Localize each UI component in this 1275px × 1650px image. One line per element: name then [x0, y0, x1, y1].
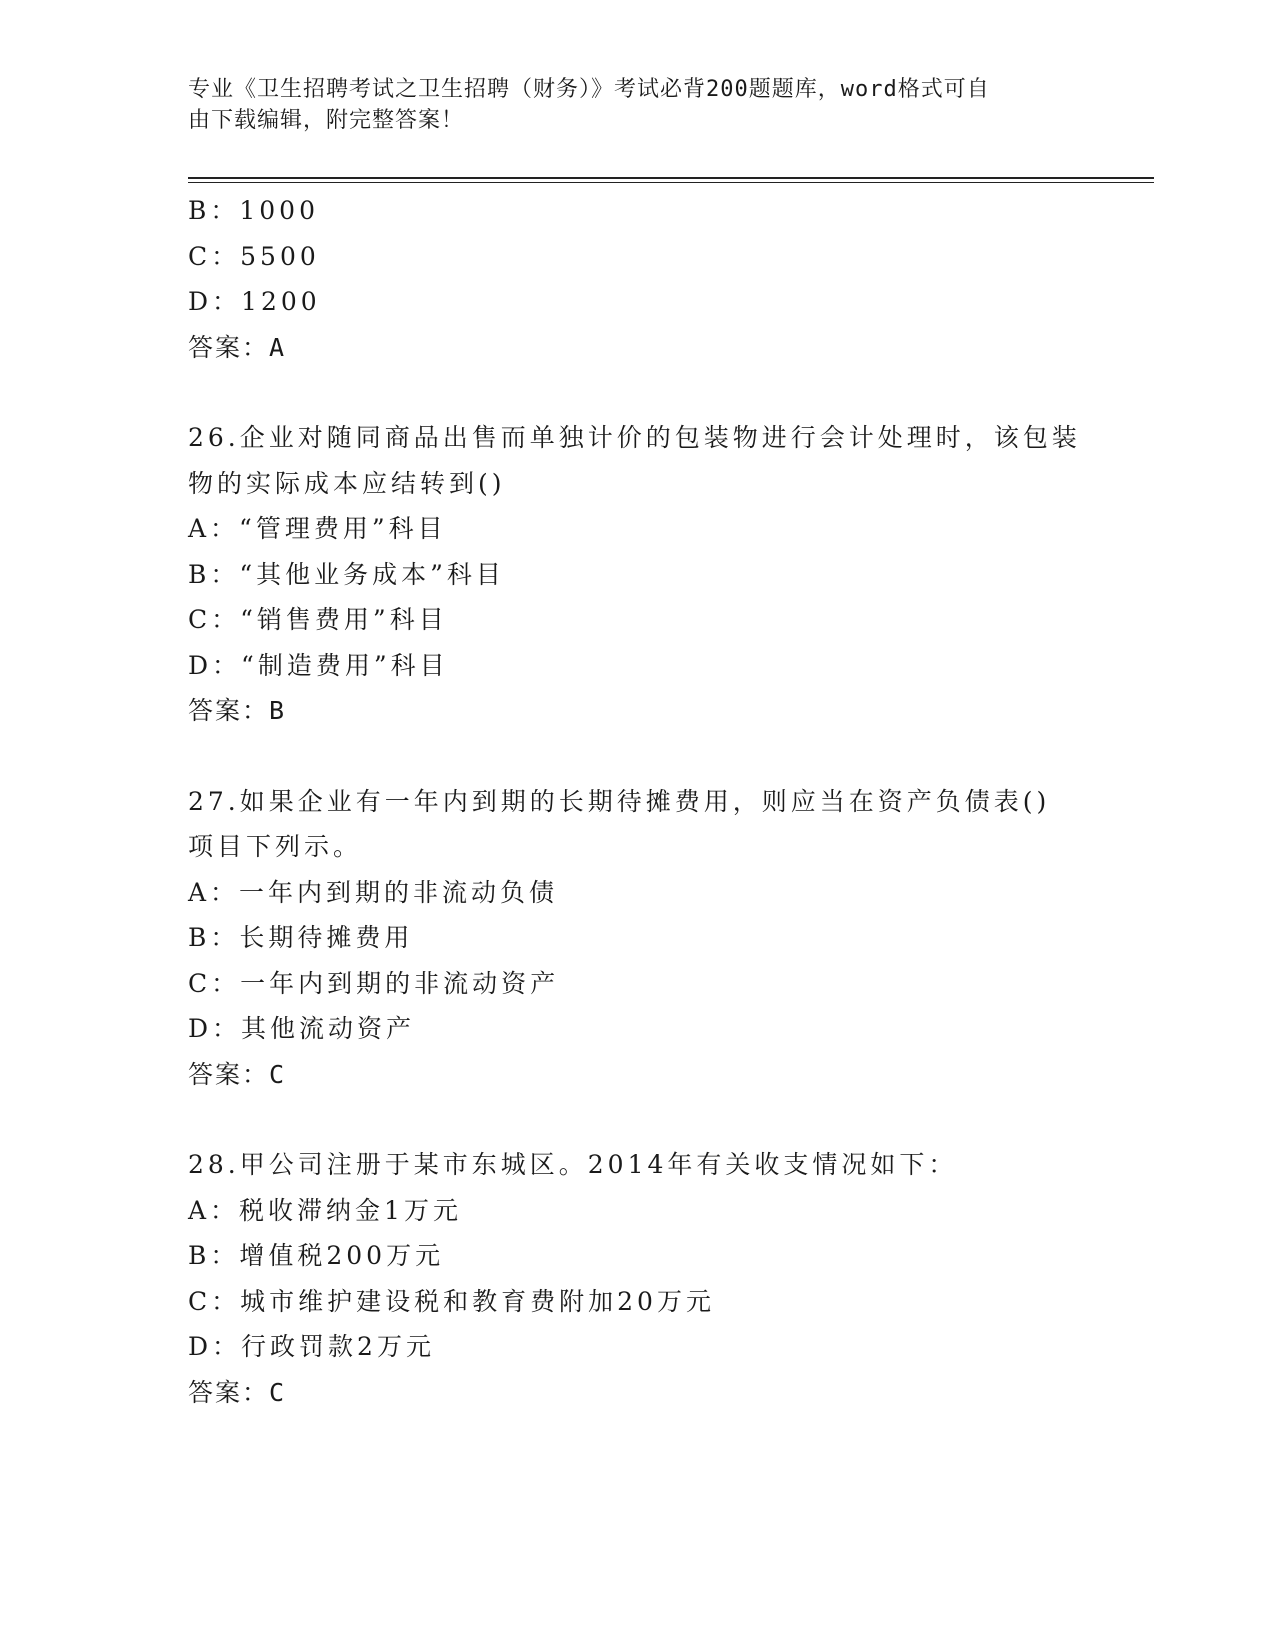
question-stem-line-1: 26.企业对随同商品出售而单独计价的包装物进行会计处理时，该包装 — [188, 423, 1081, 452]
question-stem-line-2: 物的实际成本应结转到() — [188, 468, 506, 498]
answer-line: 答案：C — [188, 1059, 287, 1089]
option-b: B：“其他业务成本”科目 — [188, 559, 505, 589]
option-b: B：增值税200万元 — [188, 1241, 445, 1270]
answer-line: 答案：A — [188, 332, 287, 362]
option-d: D：其他流动资产 — [188, 1014, 416, 1043]
option-d: D：行政罚款2万元 — [188, 1332, 435, 1361]
option-b: B：长期待摊费用 — [188, 923, 414, 952]
option-b: B：1000 — [188, 196, 319, 225]
option-a: A：一年内到期的非流动负债 — [188, 877, 559, 907]
question-list — [188, 188, 1088, 1415]
question-stem-line-1: 28.甲公司注册于某市东城区。2014年有关收支情况如下： — [188, 1150, 958, 1179]
option-a: A：“管理费用”科目 — [188, 514, 447, 543]
question-26 — [188, 415, 1088, 734]
question-25-tail — [188, 188, 1088, 370]
option-c: C：“销售费用”科目 — [188, 605, 448, 634]
question-27 — [188, 779, 1088, 1098]
option-c: C：一年内到期的非流动资产 — [188, 968, 560, 998]
option-c: C：城市维护建设税和教育费附加20万元 — [188, 1286, 715, 1316]
option-c: C：5500 — [188, 241, 320, 271]
document-header — [188, 74, 1068, 136]
question-28 — [188, 1142, 1088, 1415]
header-rule-bottom — [188, 182, 1154, 183]
question-stem-line-1: 27.如果企业有一年内到期的长期待摊费用，则应当在资产负债表() — [188, 786, 1051, 816]
option-d: D：“制造费用”科目 — [188, 650, 449, 680]
header-line-1: 专业《卫生招聘考试之卫生招聘（财务）》考试必背200题题库，word格式可自 — [188, 77, 990, 102]
question-stem-line-2: 项目下列示。 — [188, 832, 363, 861]
header-line-2: 由下载编辑，附完整答案！ — [188, 108, 465, 133]
answer-line: 答案：C — [188, 1377, 287, 1407]
answer-line: 答案：B — [188, 696, 287, 725]
option-a: A：税收滞纳金1万元 — [188, 1195, 462, 1225]
option-d: D：1200 — [188, 287, 321, 316]
header-rule-top — [188, 177, 1154, 179]
